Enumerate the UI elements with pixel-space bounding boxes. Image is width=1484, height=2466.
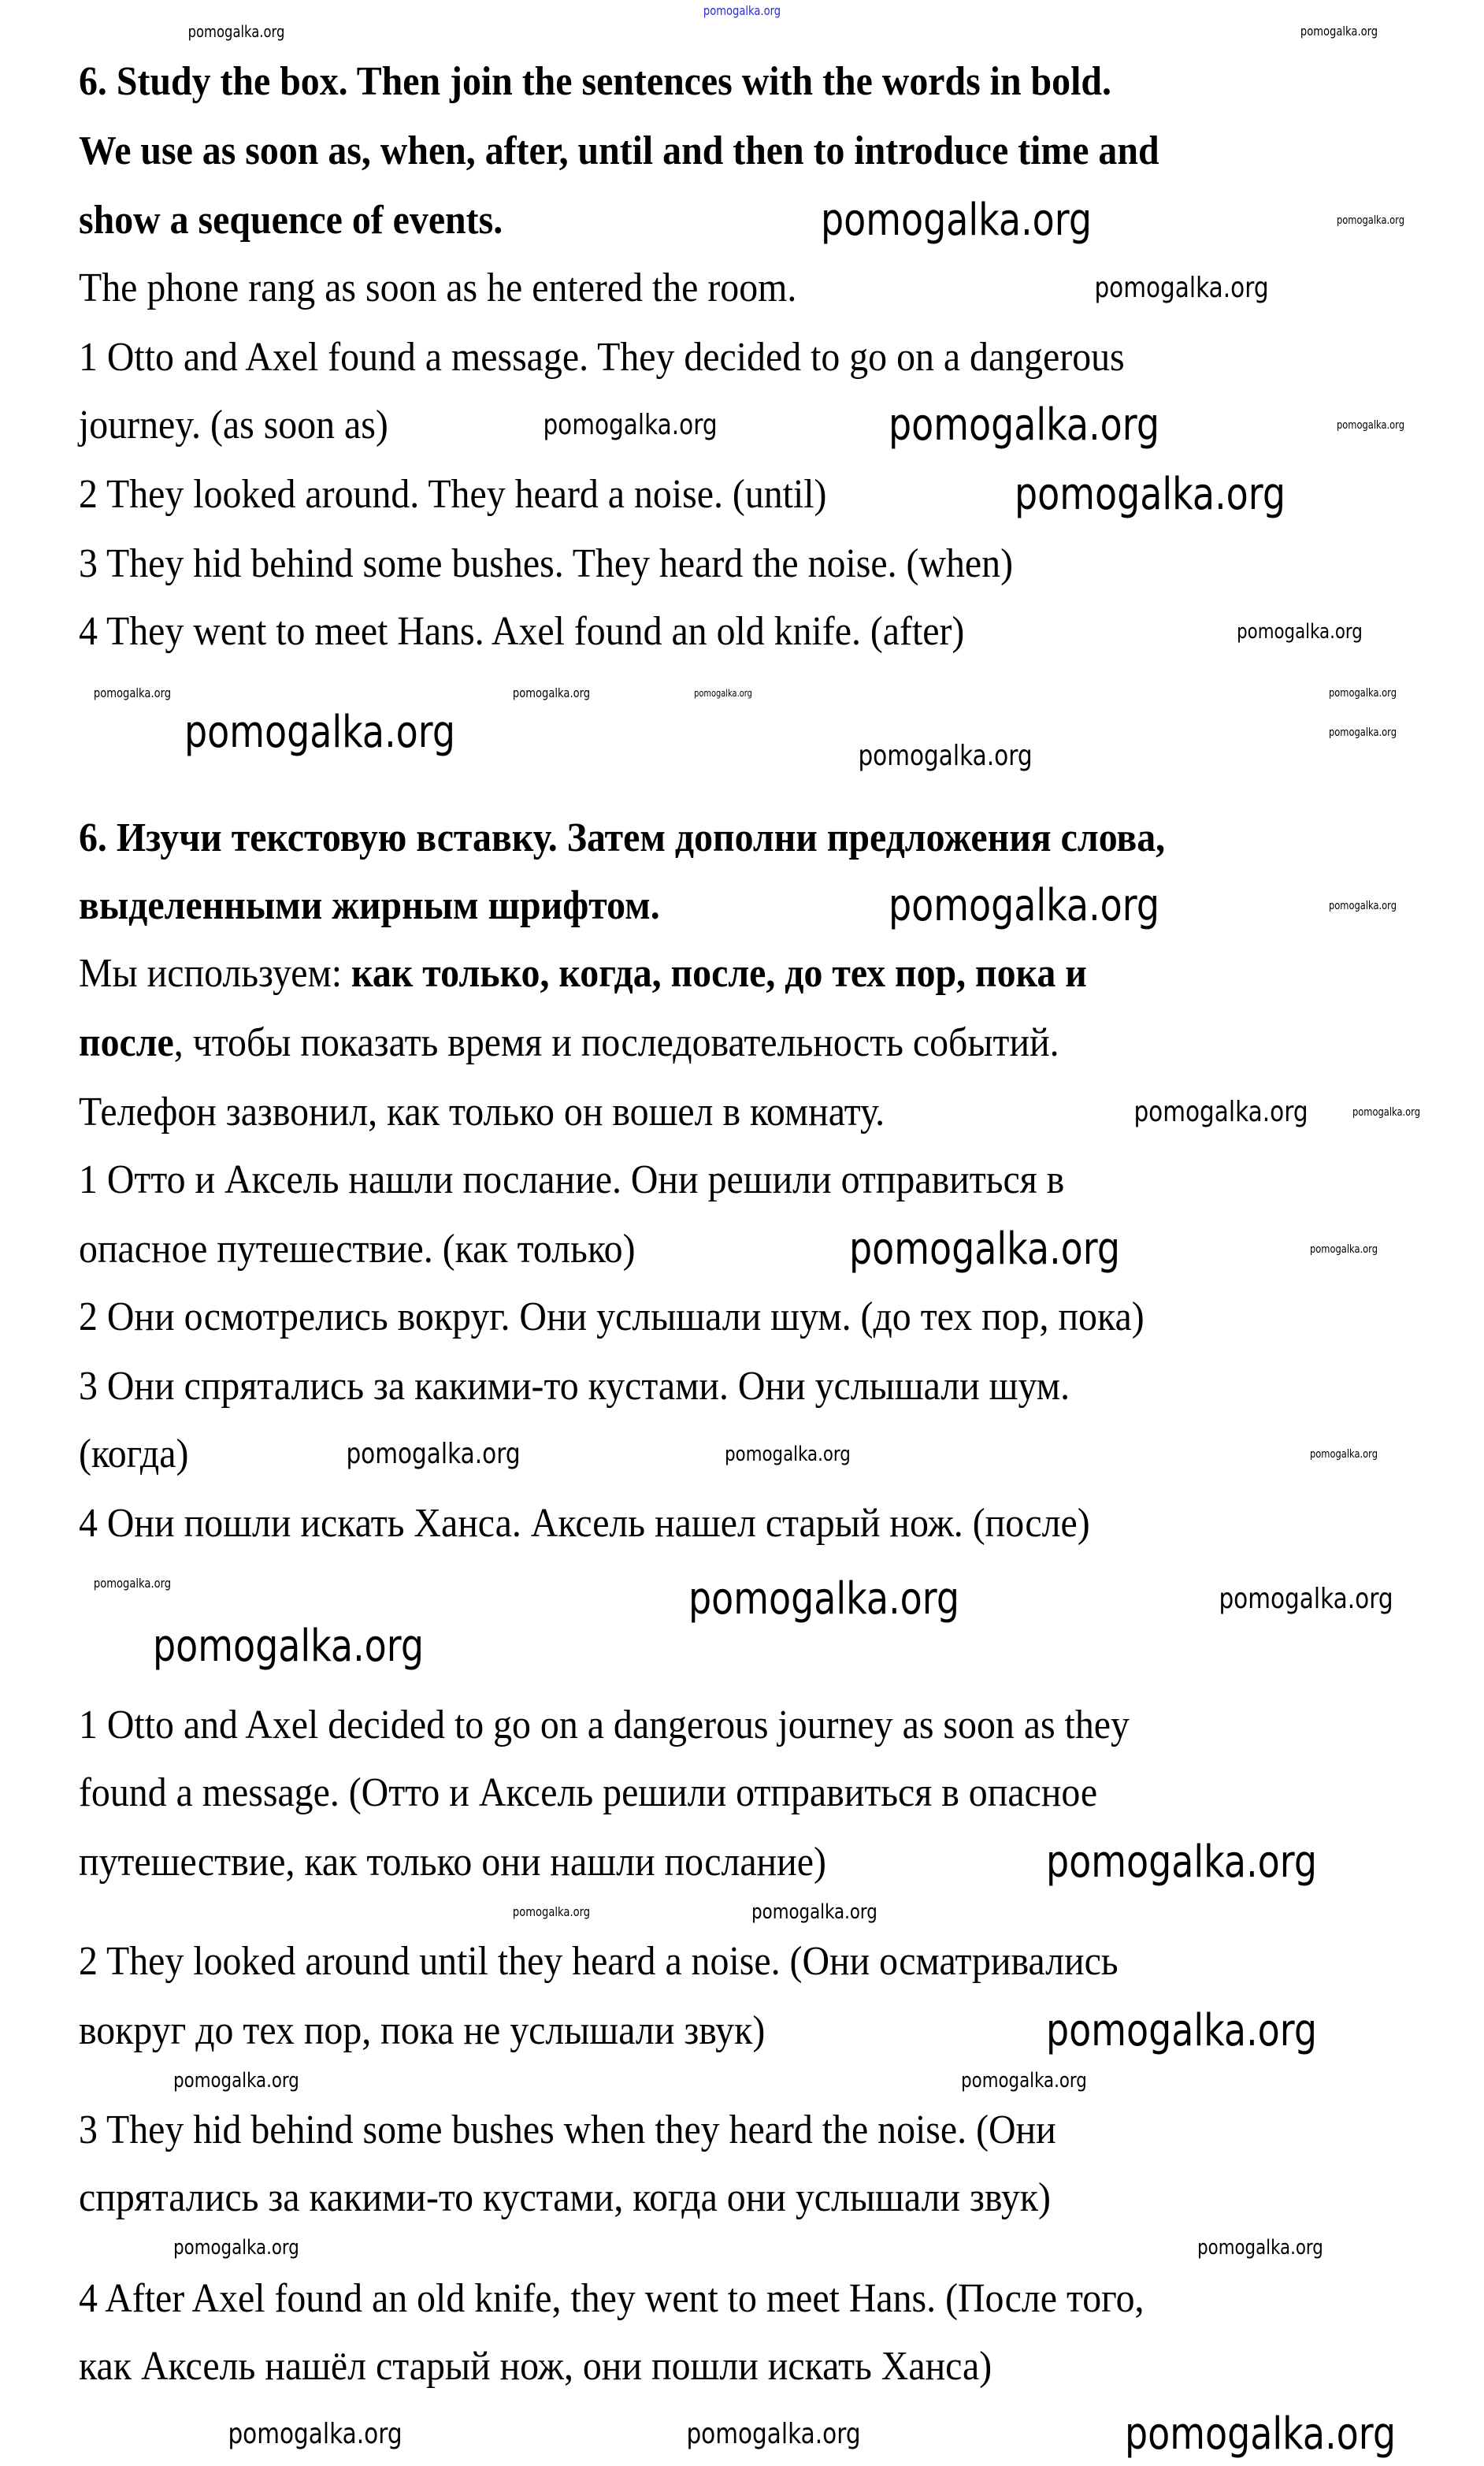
watermark-text: pomogalka.org xyxy=(1329,900,1397,912)
answer-line: вокруг до тех пор, пока не услышали звук) xyxy=(79,2008,766,2053)
watermark-text: pomogalka.org xyxy=(173,2236,299,2260)
rule-bold-words: как только, когда, после, до тех пор, пока и xyxy=(351,951,1087,996)
watermark-text: pomogalka.org xyxy=(1337,419,1404,432)
watermark-text: pomogalka.org xyxy=(228,2418,403,2450)
watermark-text: pomogalka.org xyxy=(1310,1243,1378,1256)
exercise-line: опасное путешествие. (как только) xyxy=(79,1227,636,1272)
rule-suffix: , чтобы показать время и последовательность событий. xyxy=(173,1020,1059,1065)
watermark-text: pomogalka.org xyxy=(1329,726,1397,739)
watermark-text: pomogalka.org xyxy=(346,1438,521,1470)
exercise-line: 1 Otto and Axel found a message. They decided to go on a dangerous xyxy=(79,335,1125,380)
answer-line: 4 After Axel found an old knife, they went to meet Hans. (После того, xyxy=(79,2276,1145,2321)
exercise-line: 2 They looked around. They heard a noise. (until) xyxy=(79,472,827,517)
watermark-text: pomogalka.org xyxy=(858,740,1033,772)
answer-line: путешествие, как только они нашли послание) xyxy=(79,1840,826,1885)
watermark-text: pomogalka.org xyxy=(93,685,172,700)
watermark-text: pomogalka.org xyxy=(849,1224,1120,1275)
watermark-text: pomogalka.org xyxy=(1337,214,1404,227)
exercise-line: 3 They hid behind some bushes. They heard the noise. (when) xyxy=(79,541,1014,586)
exercise-line: 2 Они осмотрелись вокруг. Они услышали шум. (до тех пор, пока) xyxy=(79,1294,1145,1339)
watermark-text: pomogalka.org xyxy=(889,399,1159,451)
watermark-text: pomogalka.org xyxy=(1197,2236,1323,2260)
task-heading: 6. Изучи текстовую вставку. Затем дополни предложения слова, xyxy=(79,815,1166,860)
answer-line: как Аксель нашёл старый нож, они пошли искать Ханса) xyxy=(79,2344,992,2389)
watermark-text: pomogalka.org xyxy=(751,1900,877,1924)
example-sentence: The phone rang as soon as he entered the room. xyxy=(79,266,797,310)
rule-line xyxy=(79,1008,1059,1078)
watermark-text: pomogalka.org xyxy=(703,3,781,18)
answer-line: found a message. (Отто и Аксель решили отправиться в опасное xyxy=(79,1770,1098,1815)
watermark-text: pomogalka.org xyxy=(1125,2408,1396,2460)
watermark-text: pomogalka.org xyxy=(688,1573,959,1625)
answer-line: спрятались за какими-то кустами, когда они услышали звук) xyxy=(79,2175,1051,2220)
answer-line: 3 They hid behind some bushes when they heard the noise. (Они xyxy=(79,2108,1056,2152)
watermark-text: pomogalka.org xyxy=(173,2069,299,2093)
watermark-text: pomogalka.org xyxy=(821,195,1092,246)
watermark-text: pomogalka.org xyxy=(1046,1837,1317,1888)
watermark-text: pomogalka.org xyxy=(686,2418,861,2450)
exercise-line: 3 Они спрятались за какими-то кустами. Они услышали шум. xyxy=(79,1364,1070,1409)
task-heading: We use as soon as, when, after, until and then to introduce time and xyxy=(79,128,1159,173)
watermark-text: pomogalka.org xyxy=(725,1443,851,1466)
watermark-text: pomogalka.org xyxy=(543,409,718,441)
exercise-line: 4 Они пошли искать Ханса. Аксель нашел старый нож. (после) xyxy=(79,1501,1090,1546)
watermark-text: pomogalka.org xyxy=(512,685,591,700)
watermark-text: pomogalka.org xyxy=(1133,1096,1308,1128)
task-heading: 6. Study the box. Then join the sentences with the words in bold. xyxy=(79,59,1111,104)
rule-line xyxy=(79,939,1087,1008)
watermark-text: pomogalka.org xyxy=(187,22,285,41)
watermark-text: pomogalka.org xyxy=(1329,687,1397,700)
watermark-text: pomogalka.org xyxy=(1300,24,1378,39)
watermark-text: pomogalka.org xyxy=(1094,272,1269,304)
watermark-text: pomogalka.org xyxy=(184,707,455,758)
rule-bold-words: после xyxy=(79,1020,174,1065)
answer-line: 2 They looked around until they heard a noise. (Они осматривались xyxy=(79,1939,1119,1984)
watermark-text: pomogalka.org xyxy=(1237,620,1363,644)
watermark-text: pomogalka.org xyxy=(1310,1448,1378,1461)
watermark-text: pomogalka.org xyxy=(1219,1583,1393,1615)
watermark-text: pomogalka.org xyxy=(1352,1106,1420,1119)
task-heading: выделенными жирным шрифтом. xyxy=(79,883,660,928)
watermark-text: pomogalka.org xyxy=(1046,2005,1317,2056)
exercise-line: (когда) xyxy=(79,1432,189,1476)
exercise-line: journey. (as soon as) xyxy=(79,403,388,448)
watermark-text: pomogalka.org xyxy=(512,1904,591,1919)
exercise-line: 1 Отто и Аксель нашли послание. Они решили отправиться в xyxy=(79,1157,1065,1202)
watermark-text: pomogalka.org xyxy=(889,880,1159,931)
example-sentence: Телефон зазвонил, как только он вошел в комнату. xyxy=(79,1090,885,1135)
exercise-line: 4 They went to meet Hans. Axel found an old knife. (after) xyxy=(79,609,965,654)
watermark-text: pomogalka.org xyxy=(1015,469,1286,520)
task-heading: show a sequence of events. xyxy=(79,198,503,243)
rule-prefix: Мы используем: xyxy=(79,951,352,996)
watermark-text: pomogalka.org xyxy=(153,1621,424,1672)
watermark-text: pomogalka.org xyxy=(961,2069,1087,2093)
answer-line: 1 Otto and Axel decided to go on a dangerous journey as soon as they xyxy=(79,1703,1130,1747)
watermark-text: pomogalka.org xyxy=(694,688,752,699)
watermark-text: pomogalka.org xyxy=(93,1576,172,1591)
